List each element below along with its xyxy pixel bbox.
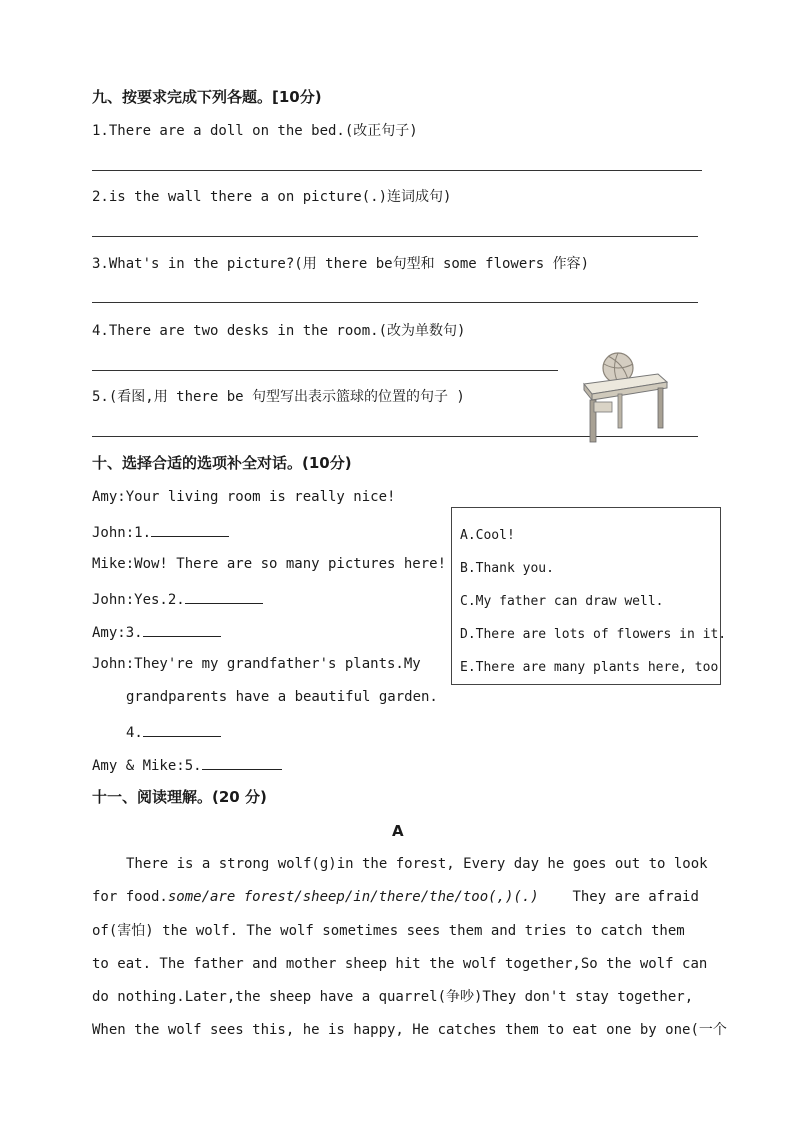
question-4: 4.There are two desks in the room.(改为单数句) — [92, 323, 466, 339]
dialogue-line-5: Amy:3. — [92, 622, 221, 642]
option-a: A.Cool! — [460, 528, 515, 543]
option-d: D.There are lots of flowers in it. — [460, 627, 727, 642]
passage-line-4: to eat. The father and mother sheep hit the wolf together,So the wolf can — [92, 956, 708, 972]
section-10-title: 十、选择合适的选项补全对话。(10分) — [92, 454, 352, 472]
dialogue-line-6: John:They're my grandfather's plants.My — [92, 656, 421, 672]
question-2: 2.is the wall there a on picture(.)连词成句) — [92, 189, 452, 205]
answer-line-3[interactable] — [92, 302, 698, 303]
dialogue-line-1: Amy:Your living room is really nice! — [92, 489, 396, 505]
dialogue-line-4: John:Yes.2. — [92, 589, 263, 609]
option-e: E.There are many plants here, too — [460, 660, 719, 675]
passage-line-2: for food.some/are forest/sheep/in/there/the/too(,)(.) They are afraid — [92, 889, 699, 905]
question-3: 3.What's in the picture?(用 there be句型和 some flowers 作容) — [92, 256, 590, 272]
passage-line-3: of(害怕) the wolf. The wolf sometimes sees them and tries to catch them — [92, 923, 685, 939]
answer-line-4[interactable] — [92, 370, 558, 371]
option-c: C.My father can draw well. — [460, 594, 664, 609]
blank-4[interactable] — [143, 722, 221, 737]
desk-basketball-illustration — [578, 348, 670, 444]
section-9-title: 九、按要求完成下列各题。[10分) — [92, 88, 322, 106]
passage-label: A — [392, 822, 404, 840]
blank-5[interactable] — [202, 755, 282, 770]
dialogue-line-8: 4. — [126, 722, 221, 742]
passage-line-6: When the wolf sees this, he is happy, He catches them to eat one by one(一个 — [92, 1022, 727, 1038]
blank-2[interactable] — [185, 589, 263, 604]
dialogue-line-3: Mike:Wow! There are so many pictures here! — [92, 556, 447, 572]
section-11-title: 十一、阅读理解。(20 分) — [92, 788, 267, 806]
passage-line-1: There is a strong wolf(g)in the forest, Every day he goes out to look — [126, 856, 708, 872]
answer-line-2[interactable] — [92, 236, 698, 237]
options-box — [451, 507, 727, 685]
question-1: 1.There are a doll on the bed.(改正句子) — [92, 123, 418, 139]
passage-line-5: do nothing.Later,the sheep have a quarrel(争吵)They don't stay together, — [92, 989, 694, 1005]
dialogue-line-9: Amy & Mike:5. — [92, 755, 282, 775]
blank-3[interactable] — [143, 622, 221, 637]
dialogue-line-7: grandparents have a beautiful garden. — [126, 689, 438, 705]
blank-1[interactable] — [151, 522, 229, 537]
dialogue-line-2: John:1. — [92, 522, 229, 542]
answer-line-1[interactable] — [92, 170, 702, 171]
scrambled-sentence: some/are forest/sheep/in/there/the/too(,)(.) — [167, 889, 539, 905]
question-5: 5.(看图,用 there be 句型写出表示篮球的位置的句子 ) — [92, 389, 465, 405]
option-b: B.Thank you. — [460, 561, 554, 576]
